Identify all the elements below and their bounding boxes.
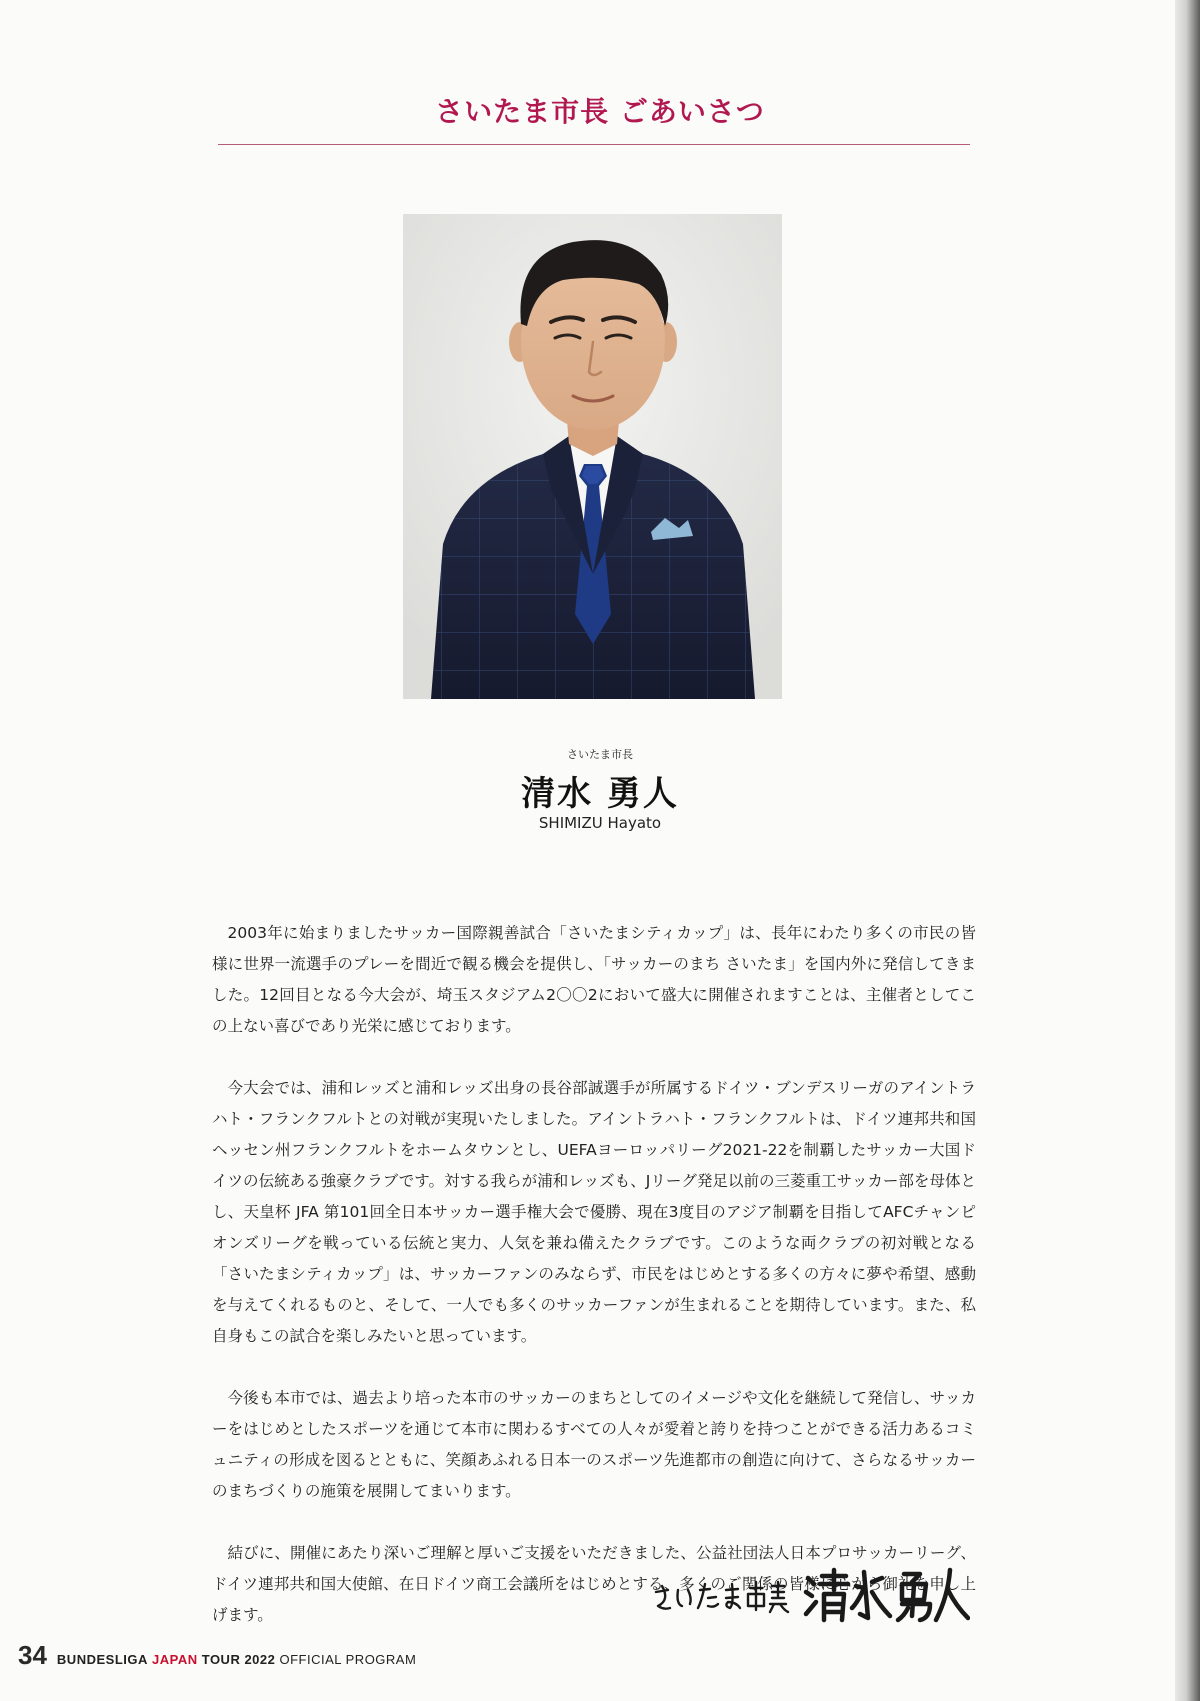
- profile-role: さいたま市長: [567, 748, 633, 761]
- profile-name-jp: 清水 勇人: [521, 774, 679, 814]
- footer-publication: [57, 1652, 416, 1667]
- footer-bundesliga: BUNDESLIGA: [56, 1652, 148, 1667]
- page-footer: [18, 1640, 416, 1680]
- page-title: さいたま市長 ごあいさつ: [435, 95, 765, 128]
- handwritten-signature: [650, 1560, 970, 1630]
- footer-tour: TOUR 2022: [201, 1652, 276, 1667]
- greeting-paragraph: 今後も本市では、過去より培った本市のサッカーのまちとしてのイメージや文化を継続して発信し、サッカーをはじめとしたスポーツを通じて本市に関わるすべての人々が愛着と誇りを持つことができる活力あるコミュニティの形成を図るとともに、笑顔あふれる日本一のスポーツ先進都市の創造に向けて、さらなるサッカーのまちづくりの施策を展開してまいります。: [212, 1389, 976, 1500]
- greeting-paragraph: 今大会では、浦和レッズと浦和レッズ出身の長谷部誠選手が所属するドイツ・ブンデスリーガのアイントラハト・フランクフルトとの対戦が実現いたしました。アイントラハト・フランクフルトは、ドイツ連邦共和国ヘッセン州フランクフルトをホームタウンとし、UEFAヨーロッパリーグ2021-22を制覇したサッカー大国ドイツの伝統ある強豪クラブです。対する我らが浦和レッズも、Jリーグ発足以前の三菱重工サッカー部を母体とし、天皇杯 JFA 第101回全日本サッカー選手権大会で優勝、現在3度目のアジア制覇を目指してAFCチャンピオンズリーグを戦っている伝統と実力、人気を兼ね備えたクラブです。このような両クラブの初対戦となる「さいたまシティカップ」は、サッカーファンのみならず、市民をはじめとする多くの方々に夢や希望、感動を与えてくれるものと、そして、一人でも多くのサッカーファンが生まれることを期待しています。また、私自身もこの試合を楽しみたいと思っています。: [212, 1079, 976, 1345]
- page-number: 34: [18, 1640, 47, 1670]
- footer-official-program: OFFICIAL PROGRAM: [279, 1652, 417, 1667]
- greeting-body: [212, 918, 976, 1662]
- portrait-photo: [403, 214, 782, 699]
- footer-japan: JAPAN: [152, 1652, 198, 1667]
- profile-name-en: SHIMIZU Hayato: [538, 814, 662, 832]
- greeting-paragraph: 結びに、開催にあたり深いご理解と厚いご支援をいただきました、公益社団法人日本プロサッカーリーグ、ドイツ連邦共和国大使館、在日ドイツ商工会議所をはじめとする、多くのご関係の皆様に心から御礼を申し上げます。: [212, 1544, 976, 1624]
- page-binding-edge: [1175, 0, 1200, 1701]
- title-divider: [218, 144, 970, 145]
- greeting-paragraph: 2003年に始まりましたサッカー国際親善試合「さいたまシティカップ」は、長年にわたり多くの市民の皆様に世界一流選手のプレーを間近で観る機会を提供し、「サッカーのまち さいたま」を国内外に発信してきました。12回目となる今大会が、埼玉スタジアム2〇〇2において盛大に開催されますことは、主催者としてこの上ない喜びであり光栄に感じております。: [212, 924, 976, 1035]
